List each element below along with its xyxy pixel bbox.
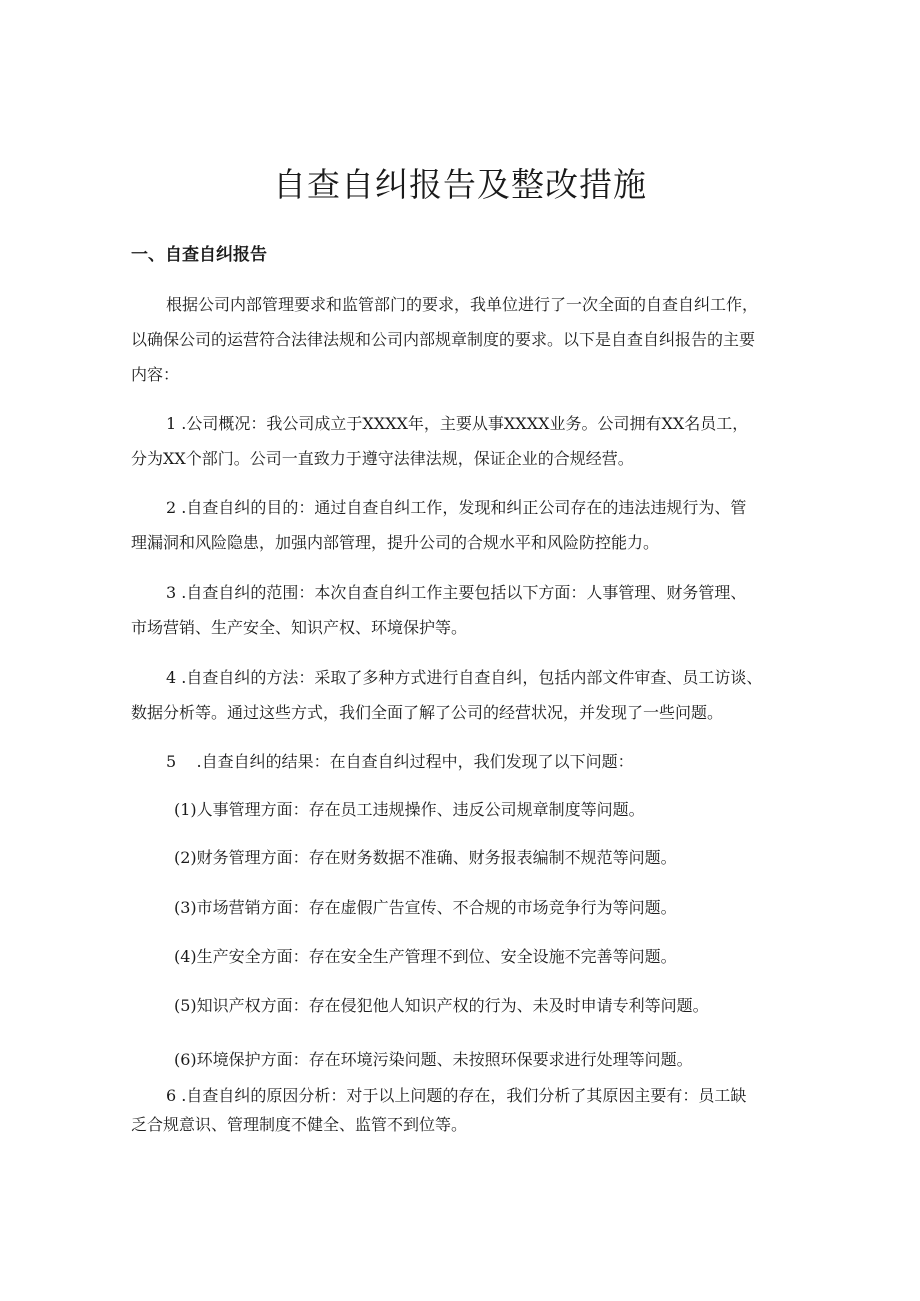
item-1-line-2: 分为XX个部门。公司一直致力于遵守法律法规，保证企业的合规经营。 xyxy=(131,449,634,468)
sub-item-1: (1)人事管理方面：存在员工违规操作、违反公司规章制度等问题。 xyxy=(174,800,645,819)
sub-item-2: (2)财务管理方面：存在财务数据不准确、财务报表编制不规范等问题。 xyxy=(174,848,677,867)
item-5 xyxy=(131,744,803,779)
sub-item-4: (4)生产安全方面：存在安全生产管理不到位、安全设施不完善等问题。 xyxy=(174,947,677,966)
item-3-line-2: 市场营销、生产安全、知识产权、环境保护等。 xyxy=(131,618,468,637)
intro-paragraph xyxy=(131,287,803,392)
intro-line-1: 根据公司内部管理要求和监管部门的要求，我单位进行了一次全面的自查自纠工作， xyxy=(166,295,759,314)
sub-item-3: (3)市场营销方面：存在虚假广告宣传、不合规的市场竞争行为等问题。 xyxy=(174,898,677,917)
intro-line-3: 内容： xyxy=(131,365,180,384)
item-2-line-2: 理漏洞和风险隐患，加强内部管理，提升公司的合规水平和风险防控能力。 xyxy=(131,533,660,552)
item-3-line-1: 3 .自查自纠的范围：本次自查自纠工作主要包括以下方面：人事管理、财务管理、 xyxy=(166,583,747,602)
intro-line-2: 以确保公司的运营符合法律法规和公司内部规章制度的要求。以下是自查自纠报告的主要 xyxy=(131,330,756,349)
document-title: 自查自纠报告及整改措施 xyxy=(273,165,647,204)
item-6-line-2: 乏合规意识、管理制度不健全、监管不到位等。 xyxy=(131,1115,468,1134)
section-heading: 一、自查自纠报告 xyxy=(131,245,267,265)
item-1-line-1: 1 .公司概况：我公司成立于XXXX年，主要从事XXXX业务。公司拥有XX名员工， xyxy=(166,414,749,433)
item-1 xyxy=(131,406,803,476)
sub-item-6: (6)环境保护方面：存在环境污染问题、未按照环保要求进行处理等问题。 xyxy=(174,1050,693,1069)
item-5-line-1: 5 .自查自纠的结果：在自查自纠过程中，我们发现了以下问题： xyxy=(166,752,634,771)
item-6 xyxy=(131,1081,803,1139)
item-4 xyxy=(131,660,803,730)
item-3 xyxy=(131,575,803,645)
sub-item-5: (5)知识产权方面：存在侵犯他人知识产权的行为、未及时申请专利等问题。 xyxy=(174,996,709,1015)
item-4-line-2: 数据分析等。通过这些方式，我们全面了解了公司的经营状况，并发现了一些问题。 xyxy=(131,703,724,722)
item-4-line-1: 4 .自查自纠的方法：采取了多种方式进行自查自纠，包括内部文件审查、员工访谈、 xyxy=(166,668,763,687)
item-6-line-1: 6 .自查自纠的原因分析：对于以上问题的存在，我们分析了其原因主要有：员工缺 xyxy=(166,1086,747,1105)
item-2-line-1: 2 .自查自纠的目的：通过自查自纠工作，发现和纠正公司存在的违法违规行为、管 xyxy=(166,498,747,517)
item-2 xyxy=(131,490,803,560)
